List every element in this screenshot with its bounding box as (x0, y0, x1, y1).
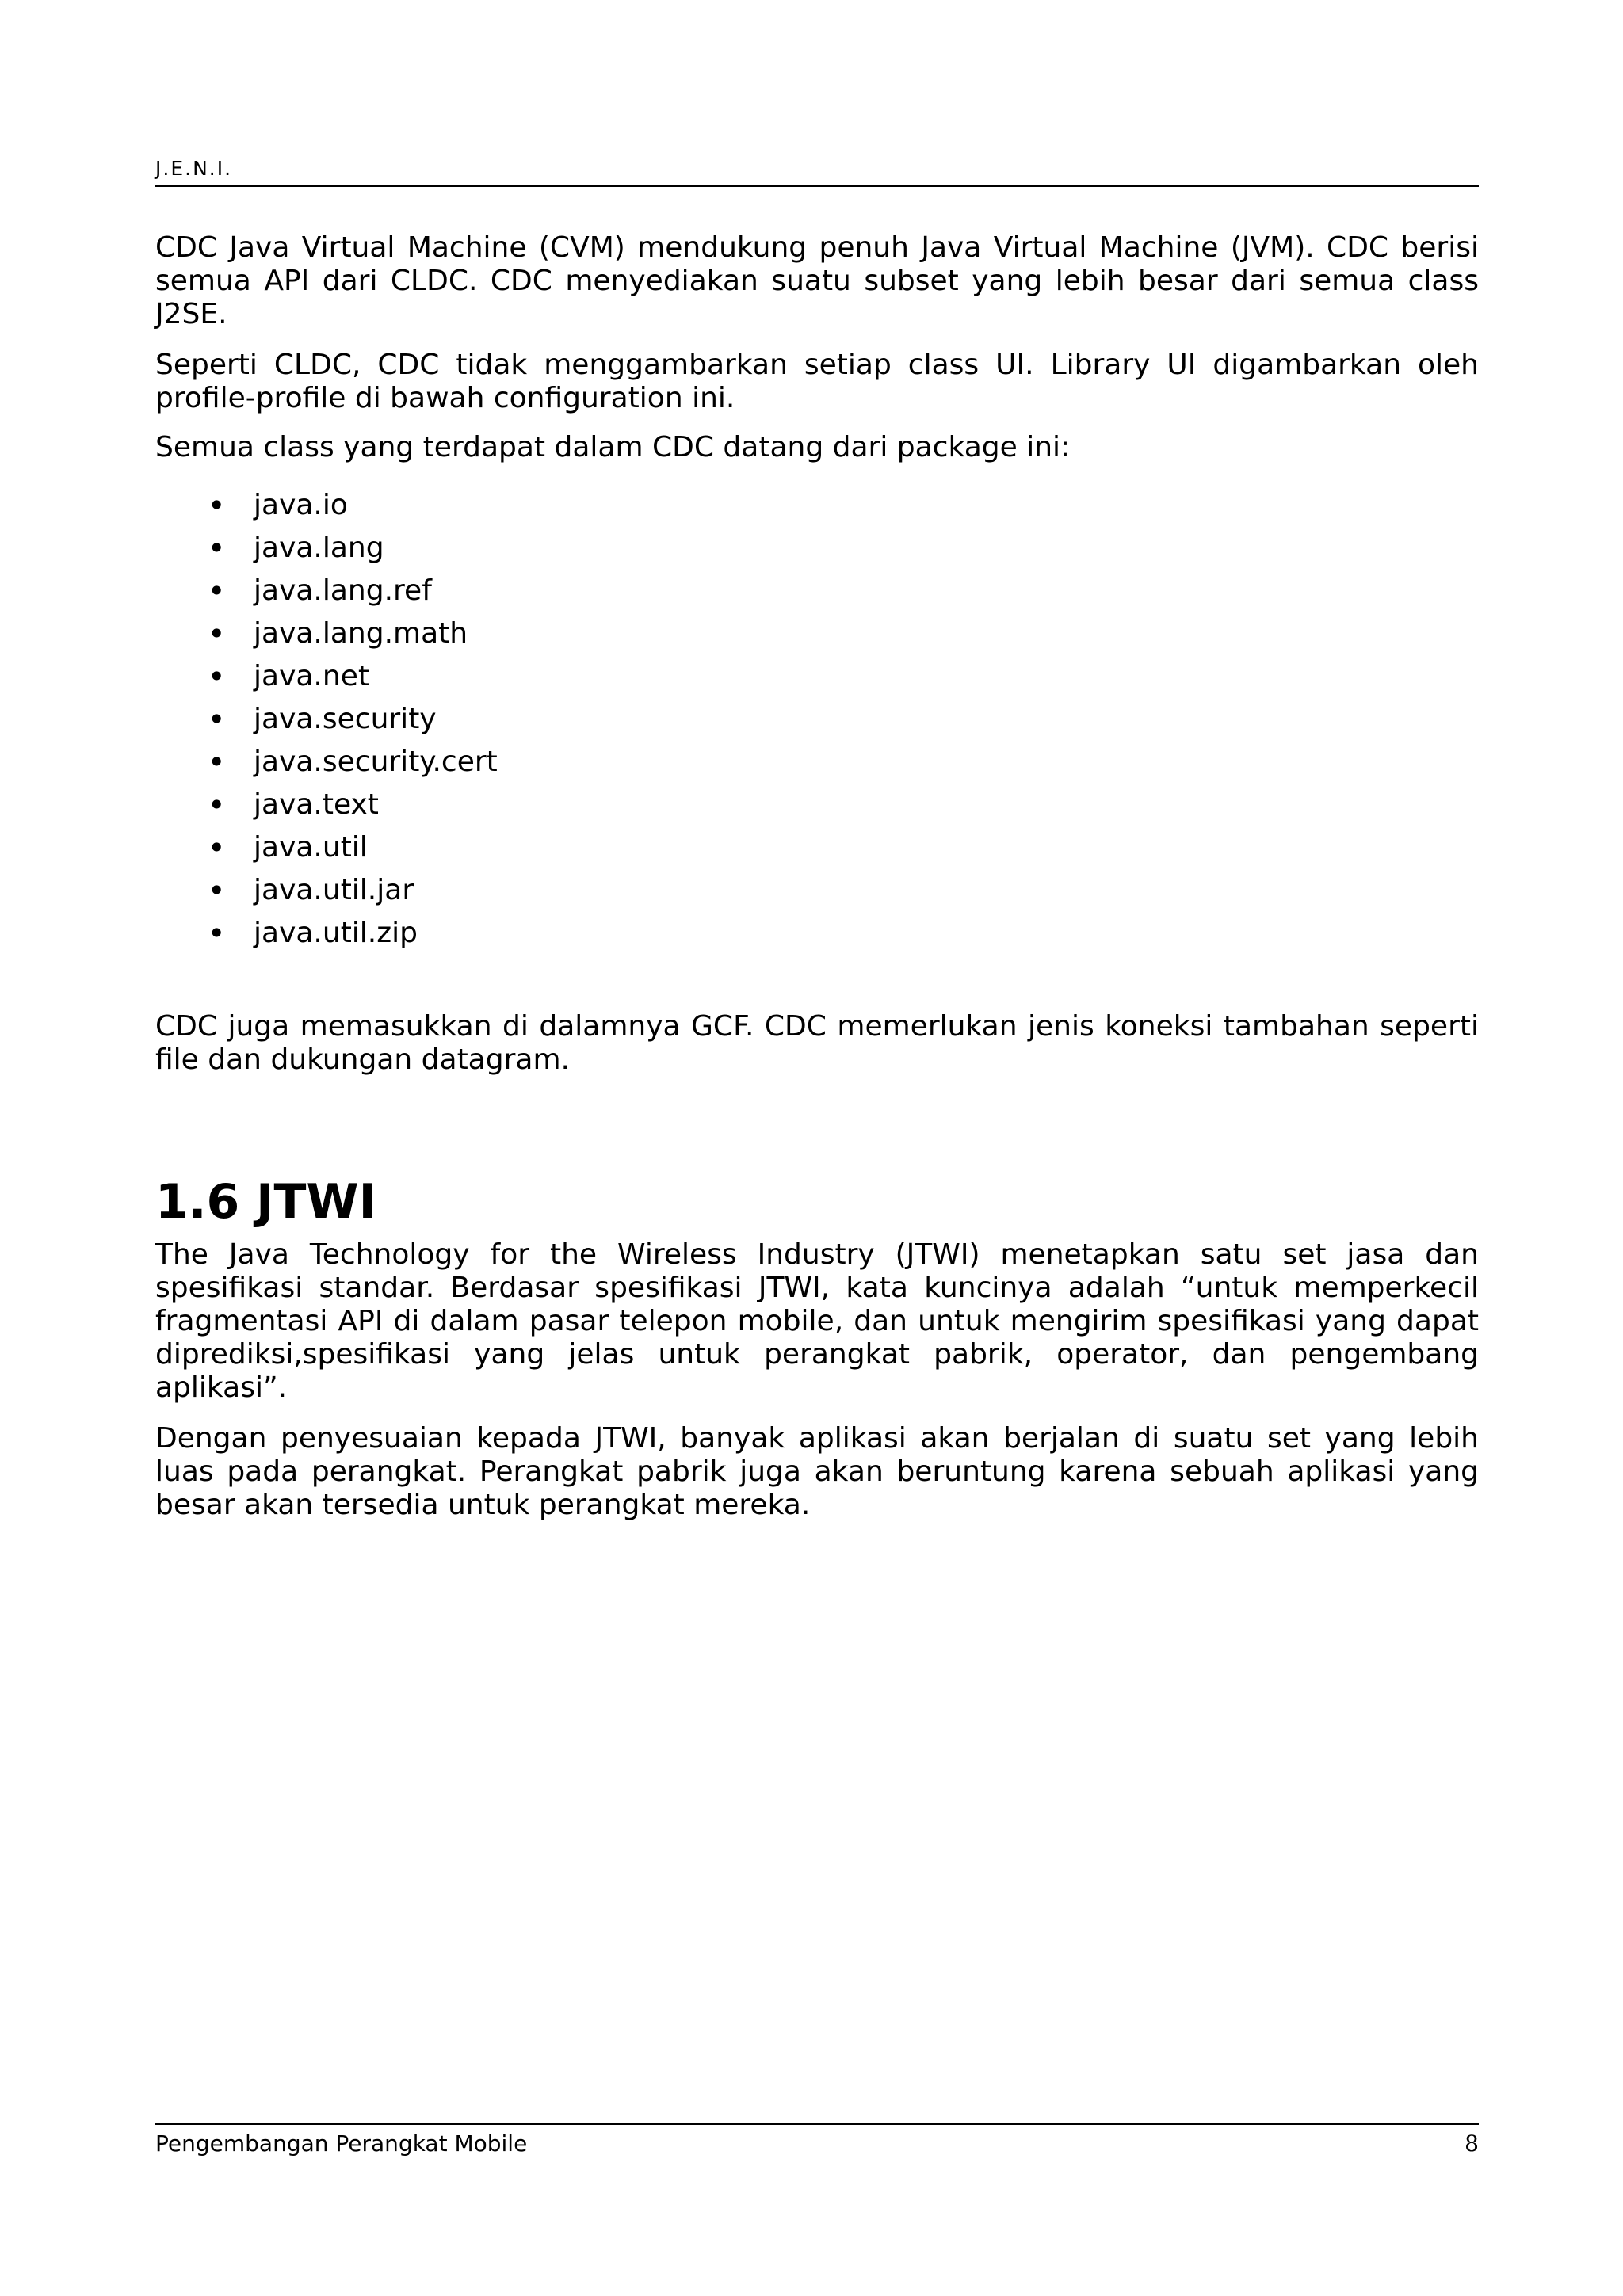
bullet-icon: • (208, 531, 226, 566)
list-item (155, 869, 1479, 912)
bullet-icon: • (208, 488, 226, 523)
paragraph-gcf: CDC juga memasukkan di dalamnya GCF. CDC memerlukan jenis koneksi tambahan seperti file dan dukungan datagram. (155, 1010, 1479, 1076)
bullet-icon: • (208, 616, 226, 651)
page-footer (155, 2123, 1479, 2157)
package-name: java.util.jar (254, 874, 414, 906)
package-name: java.net (254, 660, 369, 692)
package-name: java.lang.math (254, 617, 468, 650)
list-item (155, 612, 1479, 655)
list-item (155, 698, 1479, 741)
package-list (155, 484, 1479, 955)
paragraph-packages-intro: Semua class yang terdapat dalam CDC datang dari package ini: (155, 431, 1071, 463)
header-title: J.E.N.I. (155, 157, 233, 180)
paragraph-ui-library: Seperti CLDC, CDC tidak menggambarkan setiap class UI. Library UI digambarkan oleh profile-profile di bawah configuration ini. (155, 349, 1479, 414)
package-name: java.lang (254, 532, 384, 564)
page-content (155, 231, 1479, 1522)
package-name: java.security (254, 703, 437, 735)
list-item (155, 484, 1479, 527)
package-name: java.util.zip (254, 917, 418, 949)
list-item (155, 655, 1479, 698)
package-name: java.util (254, 831, 368, 864)
bullet-icon: • (208, 830, 226, 865)
page-number: 8 (1465, 2130, 1479, 2157)
page-header (155, 155, 1479, 187)
package-name: java.io (254, 489, 348, 521)
bullet-icon: • (208, 659, 226, 694)
section-heading: 1.6 JTWI (155, 1174, 376, 1230)
bullet-icon: • (208, 873, 226, 908)
footer-title: Pengembangan Perangkat Mobile (155, 2130, 528, 2157)
bullet-icon: • (208, 916, 226, 951)
package-name: java.security.cert (254, 746, 498, 778)
paragraph-cvm: CDC Java Virtual Machine (CVM) mendukung penuh Java Virtual Machine (JVM). CDC berisi semua API dari CLDC. CDC menyediakan suatu subset yang lebih besar dari semua class J2SE. (155, 231, 1479, 330)
list-item (155, 741, 1479, 784)
bullet-icon: • (208, 788, 226, 822)
list-item (155, 826, 1479, 869)
bullet-icon: • (208, 702, 226, 737)
list-item (155, 784, 1479, 826)
list-item (155, 527, 1479, 570)
paragraph-jtwi-definition: The Java Technology for the Wireless Industry (JTWI) menetapkan satu set jasa dan spesifikasi standar. Berdasar spesifikasi JTWI, kata kuncinya adalah “untuk memperkecil fragmentasi API di dalam pasar telepon mobile, dan untuk mengirim spesifikasi yang dapat diprediksi,spesifikasi yang jelas untuk perangkat pabrik, operator, dan pengembang aplikasi”. (155, 1238, 1479, 1404)
package-name: java.lang.ref (254, 574, 432, 607)
paragraph-jtwi-benefits: Dengan penyesuaian kepada JTWI, banyak aplikasi akan berjalan di suatu set yang lebih luas pada perangkat. Perangkat pabrik juga akan beruntung karena sebuah aplikasi yang besar akan tersedia untuk perangkat mereka. (155, 1422, 1479, 1521)
bullet-icon: • (208, 745, 226, 780)
bullet-icon: • (208, 574, 226, 608)
list-item (155, 912, 1479, 955)
package-name: java.text (254, 788, 379, 821)
list-item (155, 570, 1479, 612)
